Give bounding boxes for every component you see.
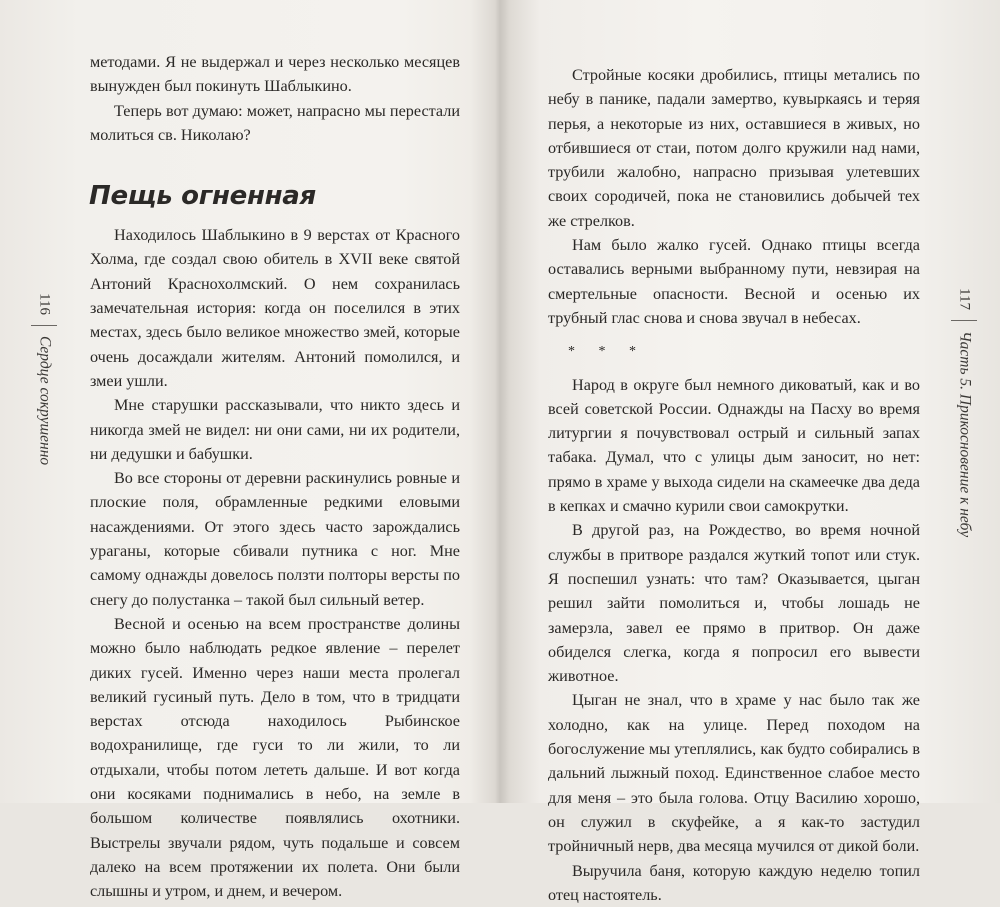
running-head-divider	[951, 320, 977, 321]
chapter-heading: Пещь огненная	[89, 181, 460, 211]
section-break: * * *	[568, 340, 920, 364]
paragraph: Цыган не знал, что в храме у нас было так же холодно, как на улице. Перед походом на богослужение мы утеплялись, как будто собирались в дальний лыжный поход. Единственное слабое место для меня – это была голова. Отцу Василию хорошо, он служил в скуфейке, а я как-то застудил тройничный нерв, два месяца мучился от дикой боли.	[548, 688, 920, 858]
paragraph: Народ в округе был немного диковатый, как и во всей советской России. Однажды на Пасху во время литургии я почувствовал острый и сильный запах табака. Думал, что с улицы дым заносит, но нет: прямо в храме у выхода сидели на скамеечке два деда в кепках и смачно курили свои самокрутки.	[548, 373, 920, 519]
left-page-number: 116	[36, 293, 52, 315]
paragraph: методами. Я не выдержал и через несколько месяцев вынужден был покинуть Шаблыкино.	[90, 50, 460, 99]
right-running-head	[955, 288, 977, 688]
left-running-head	[35, 293, 57, 693]
paragraph: Весной и осенью на всем пространстве долины можно было наблюдать редкое явление – перелет диких гусей. Именно через наши места пролегал великий гусиный путь. Дело в том, что в тридцати верстах отсюда находилось Рыбинское водохранилище, где гуси то ли жили, то ли отдыхали, чтобы потом лететь дальше. И вот когда они косяками поднимались в небо, на земле в большом количестве появлялись охотники. Выстрелы звучали рядом, чуть подальше и совсем далеко на всем протяжении их полета. Они были слышны и утром, и днем, и вечером.	[90, 612, 460, 904]
right-page-text	[548, 63, 920, 907]
right-running-title: Часть 5. Прикосновение к небу	[956, 331, 973, 537]
paragraph: Находилось Шаблыкино в 9 верстах от Красного Холма, где создал свою обитель в XVII веке святой Антоний Краснохолмский. О нем сохранилась замечательная история: когда он поселился в этих местах, здесь было великое множество змей, которые очень досаждали жителям. Антоний помолился, и змеи ушли.	[90, 223, 460, 393]
running-head-divider	[31, 325, 57, 326]
left-page-text	[90, 50, 460, 904]
paragraph: Теперь вот думаю: может, напрасно мы перестали молиться св. Николаю?	[90, 99, 460, 148]
paragraph: Во все стороны от деревни раскинулись ровные и плоские поля, обрамленные редкими еловыми насаждениями. От этого здесь часто зарождались ураганы, которые сбивали путника с ног. Мне самому однажды довелось ползти полторы версты по снегу до полустанка – такой был сильный ветер.	[90, 466, 460, 612]
paragraph: В другой раз, на Рождество, во время ночной службы в притворе раздался жуткий топот или стук. Я поспешил узнать: что там? Оказывается, цыган решил зайти помолиться и, чтобы лошадь не замерзла, завел ее прямо в притвор. Он даже обиделся слегка, когда я попросил его вывести животное.	[548, 518, 920, 688]
paragraph: Стройные косяки дробились, птицы метались по небу в панике, падали замертво, кувыркаясь и теряя перья, а некоторые из них, оставшиеся в живых, но отбившиеся от стаи, потом долго кружили над нами, трубили жалобно, напрасно призывая улетевших своих сородичей, пока не становились добычей тех же стрелков.	[548, 63, 920, 233]
left-running-title: Сердце сокрушенно	[36, 336, 53, 465]
right-page-number: 117	[956, 288, 972, 310]
paragraph: Мне старушки рассказывали, что никто здесь и никогда змей не видел: ни они сами, ни их родители, ни дедушки и бабушки.	[90, 393, 460, 466]
paragraph: Нам было жалко гусей. Однако птицы всегда оставались верными выбранному пути, невзирая на смертельные опасности. Весной и осенью их трубный глас снова и снова звучал в небесах.	[548, 233, 920, 330]
paragraph: Выручила баня, которую каждую неделю топил отец настоятель.	[548, 859, 920, 907]
